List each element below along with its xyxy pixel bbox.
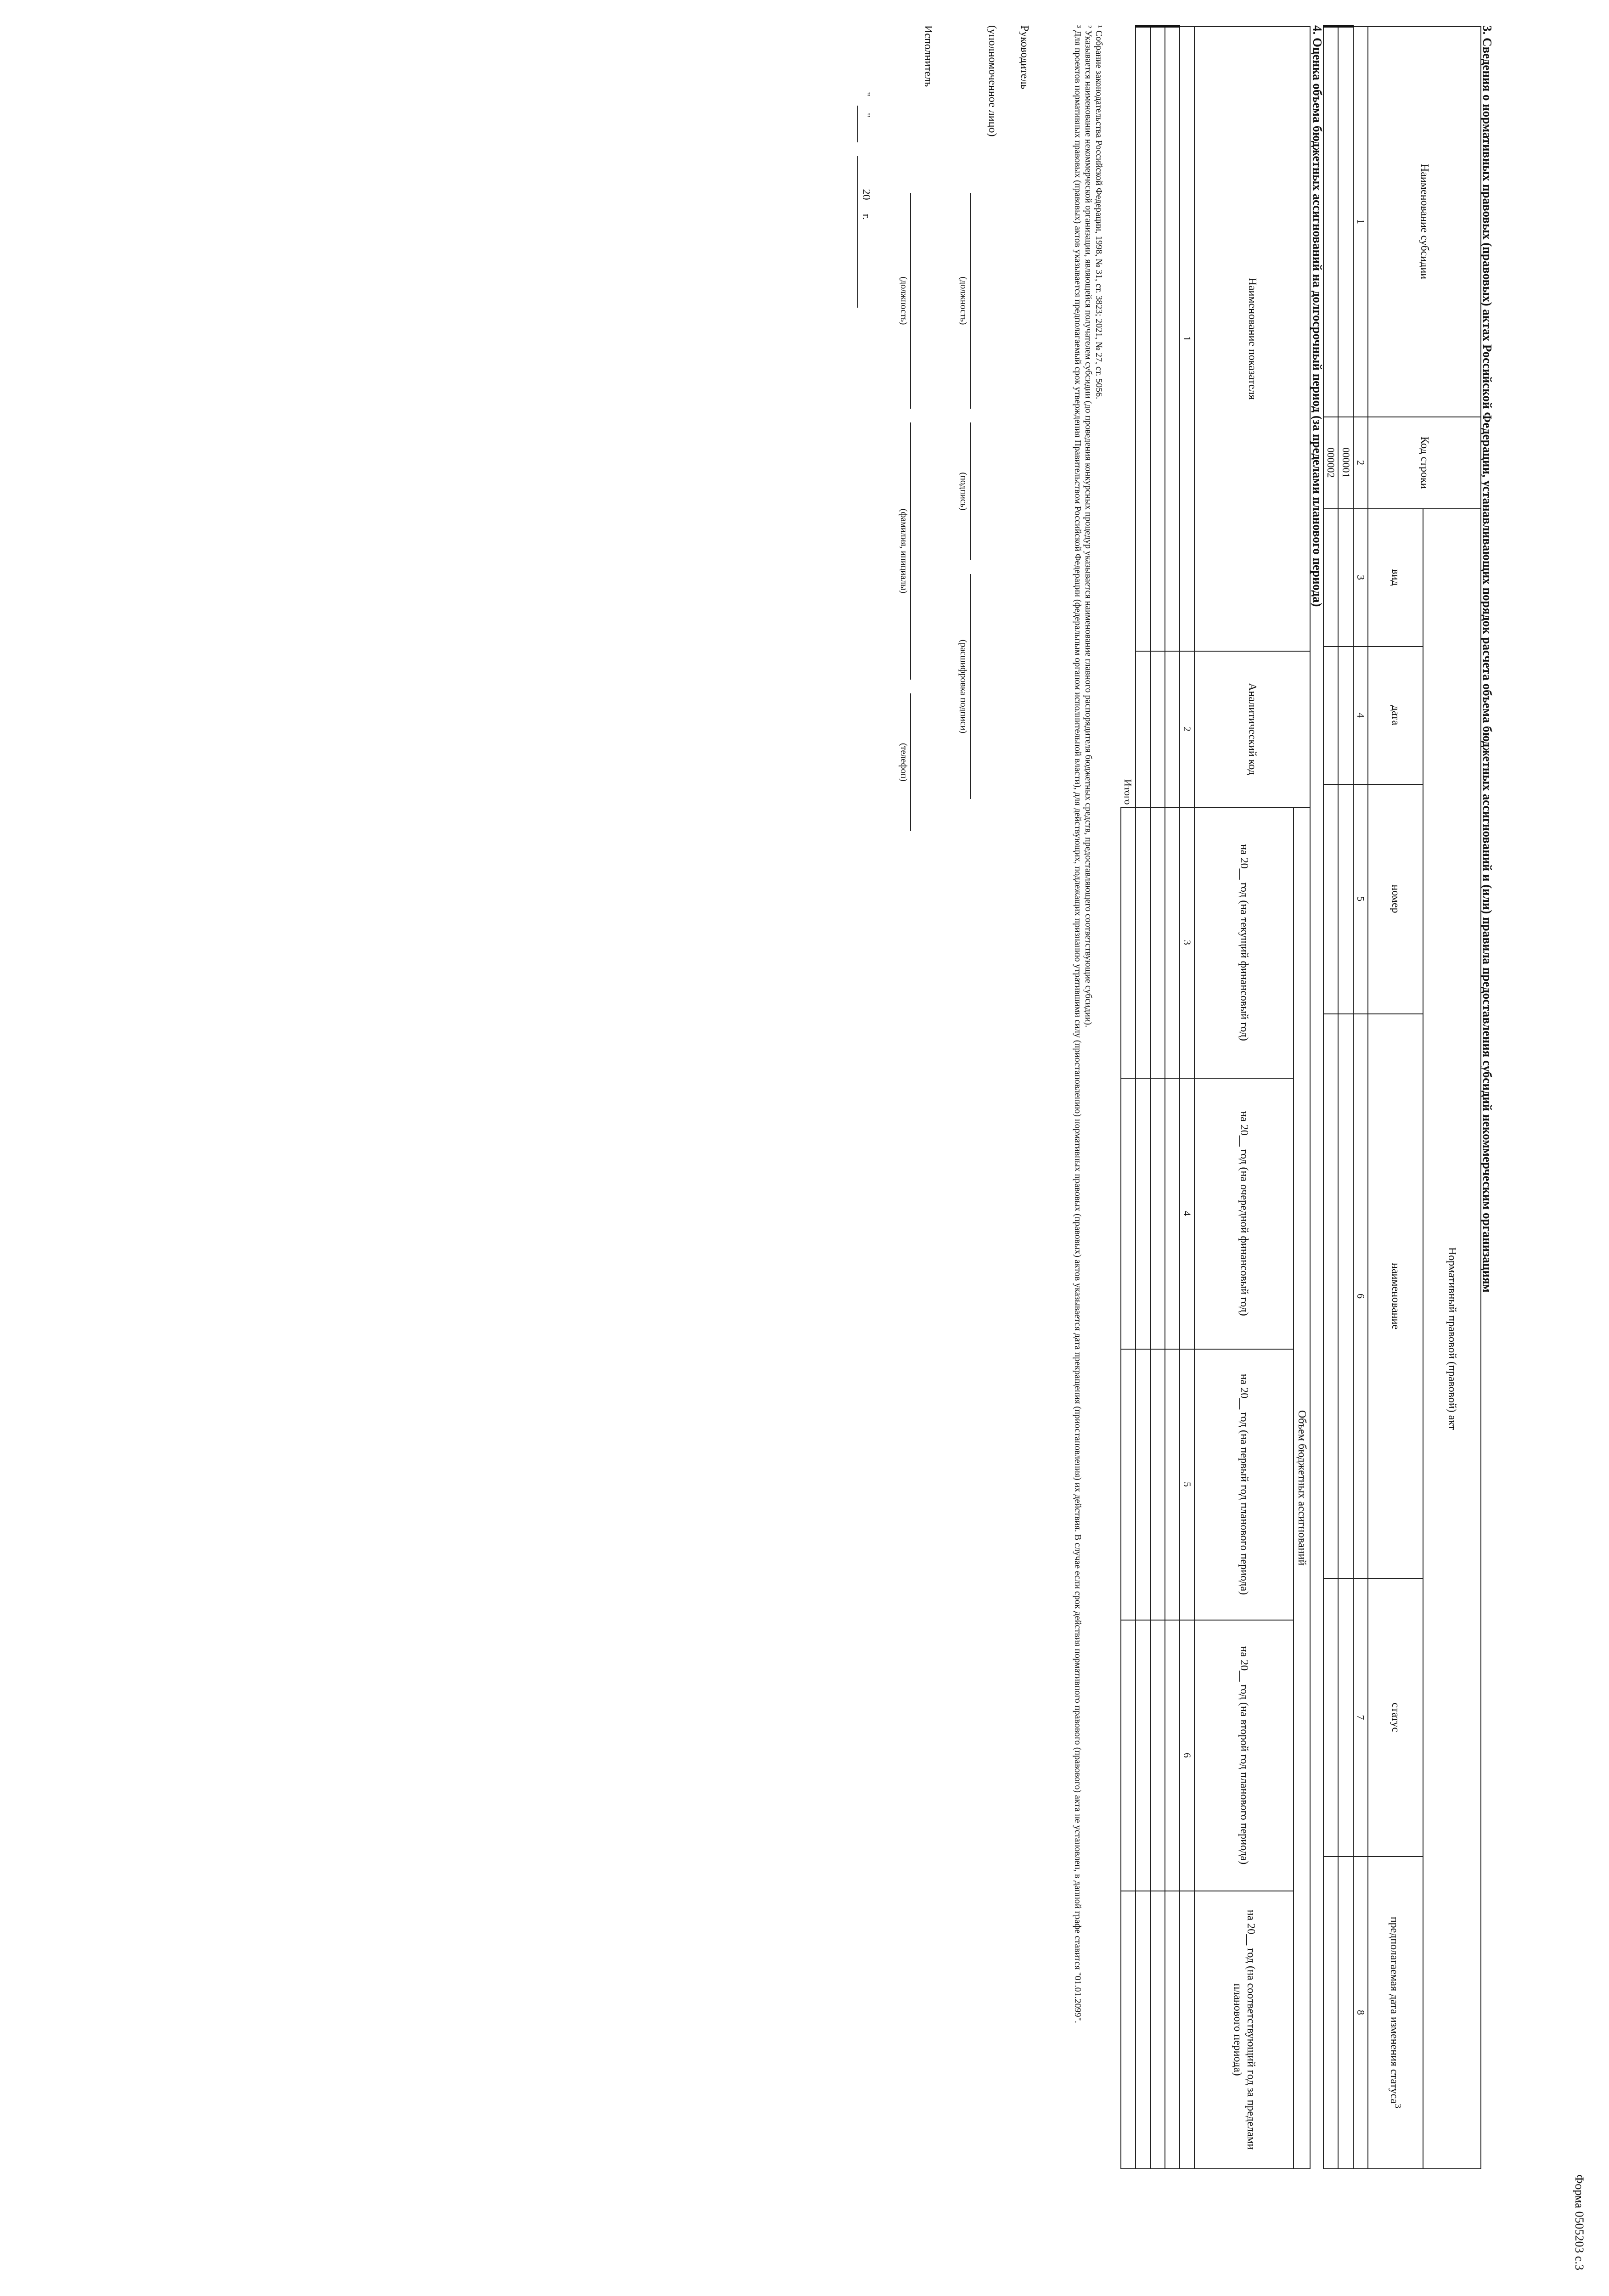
col-year-plan-1: на 20__ год (на первый год планового периода) bbox=[1194, 1349, 1294, 1620]
col-number-cell: 1 bbox=[1353, 27, 1368, 417]
col-number-cell: 8 bbox=[1353, 1857, 1368, 2169]
section4-table bbox=[1120, 25, 1311, 2169]
footnote-ref-3: 3 bbox=[1393, 2104, 1403, 2109]
col-number: номер bbox=[1368, 784, 1423, 1014]
number-cell[interactable] bbox=[1338, 784, 1353, 1014]
footnote-3: ³ Для проектов нормативных правовых (правовых) актов указывается предполагаемый срок утверждения Правительством Российской Федерации (федеральным органом исполнительной власти), для действующих, подлежащих признанию утратившими силу (приостановлению) нормативных правовых (правовых) актов указывается дата прекращения (приостановления) их действия. В случае если срок действия нормативного правового (правового) акта не установлен, в данной графе ставится "01.01.2099". bbox=[1073, 25, 1083, 2023]
col-year-plan-2: на 20__ год (на второй год планового периода) bbox=[1194, 1620, 1294, 1891]
number-cell[interactable] bbox=[1323, 784, 1338, 1014]
exec-label: Исполнитель bbox=[922, 25, 934, 87]
footnotes bbox=[1072, 25, 1104, 2046]
line-code-cell: 000002 bbox=[1323, 417, 1338, 509]
expected-date-cell[interactable] bbox=[1323, 1857, 1338, 2169]
type-cell[interactable] bbox=[1338, 509, 1353, 647]
footnote-2: ² Указывается наименование некоммерческой организации, являющейся получателем субсидии (до проведения конкурсных процедур указывается наименование главного распорядителя бюджетных средств, предоставляющего соответствующие субсидии). bbox=[1083, 25, 1093, 1028]
analytic-code-cell[interactable] bbox=[1165, 651, 1180, 807]
status-cell[interactable] bbox=[1338, 1579, 1353, 1857]
head-label: Руководитель bbox=[1018, 25, 1030, 90]
exec-name-caption: (фамилия, инициалы) bbox=[899, 508, 909, 594]
col-indicator: Наименование показателя bbox=[1194, 27, 1310, 651]
col-name: наименование bbox=[1368, 1014, 1423, 1579]
col-subsidy-name: Наименование субсидии bbox=[1368, 27, 1481, 417]
exec-name-line[interactable] bbox=[910, 422, 925, 680]
date-day-line[interactable] bbox=[857, 106, 858, 142]
value-cell[interactable] bbox=[1165, 1620, 1180, 1891]
date-cell[interactable] bbox=[1338, 647, 1353, 784]
value-cell[interactable] bbox=[1150, 1349, 1165, 1620]
col-number-cell: 2 bbox=[1353, 417, 1368, 509]
col-number-cell bbox=[1180, 1891, 1194, 2169]
total-cell[interactable] bbox=[1121, 1349, 1136, 1620]
head-position-caption: (должность) bbox=[958, 276, 968, 325]
col-year-current: на 20__ год (на текущий финансовый год) bbox=[1194, 807, 1294, 1078]
head-name-caption: (расшифровка подписи) bbox=[958, 639, 968, 734]
col-expected-date-text: предполагаемая дата изменения статуса bbox=[1388, 1916, 1401, 2104]
col-number-cell: 5 bbox=[1353, 784, 1368, 1014]
status-cell[interactable] bbox=[1323, 1579, 1338, 1857]
col-number-cell: 3 bbox=[1353, 509, 1368, 647]
form-code: Форма 0505203 с.3 bbox=[1573, 2174, 1586, 2271]
value-cell[interactable] bbox=[1136, 1891, 1150, 2169]
value-cell[interactable] bbox=[1165, 1349, 1180, 1620]
exec-phone-caption: (телефон) bbox=[899, 743, 909, 782]
value-cell[interactable] bbox=[1165, 807, 1180, 1078]
exec-position-caption: (должность) bbox=[899, 276, 909, 325]
date-cell[interactable] bbox=[1323, 647, 1338, 784]
col-number-cell: 6 bbox=[1180, 1620, 1194, 1891]
col-number-cell: 3 bbox=[1180, 807, 1194, 1078]
exec-position-line[interactable] bbox=[910, 193, 925, 409]
analytic-code-cell[interactable] bbox=[1150, 651, 1165, 807]
date-line: " " 20 г. bbox=[860, 92, 872, 220]
col-type: вид bbox=[1368, 509, 1423, 647]
value-cell[interactable] bbox=[1150, 807, 1165, 1078]
value-cell[interactable] bbox=[1165, 1078, 1180, 1349]
indicator-cell[interactable] bbox=[1136, 27, 1150, 651]
indicator-cell[interactable] bbox=[1165, 27, 1180, 651]
value-cell[interactable] bbox=[1136, 1078, 1150, 1349]
value-cell[interactable] bbox=[1136, 1620, 1150, 1891]
col-year-next: на 20__ год (на очередной финансовый год) bbox=[1194, 1078, 1294, 1349]
col-analytic-code: Аналитический код bbox=[1194, 651, 1310, 807]
col-number-cell: 4 bbox=[1353, 647, 1368, 784]
col-line-code: Код строки bbox=[1368, 417, 1481, 509]
footnote-1: ¹ Собрание законодательства Российской Федерации, 1998, № 31, ст. 3823; 2021, № 27, ст. 5056. bbox=[1094, 25, 1104, 400]
value-cell[interactable] bbox=[1165, 1891, 1180, 2169]
name-cell[interactable] bbox=[1323, 1014, 1338, 1579]
col-number-cell: 6 bbox=[1353, 1014, 1368, 1579]
group-volume: Объем бюджетных ассигнований bbox=[1294, 807, 1310, 2169]
date-month-line[interactable] bbox=[857, 156, 858, 308]
col-number-cell: 5 bbox=[1180, 1349, 1194, 1620]
total-cell[interactable] bbox=[1121, 1078, 1136, 1349]
value-cell[interactable] bbox=[1150, 1078, 1165, 1349]
col-expected-date bbox=[1368, 1857, 1423, 2169]
col-number-cell: 4 bbox=[1180, 1078, 1194, 1349]
subsidy-name-cell[interactable] bbox=[1323, 27, 1338, 417]
total-cell[interactable] bbox=[1121, 807, 1136, 1078]
exec-phone-line[interactable] bbox=[910, 693, 925, 831]
col-date: дата bbox=[1368, 647, 1423, 784]
head-signature-line[interactable] bbox=[970, 422, 985, 560]
expected-date-cell[interactable] bbox=[1338, 1857, 1353, 2169]
total-label: Итого bbox=[1121, 27, 1136, 807]
type-cell[interactable] bbox=[1323, 509, 1338, 647]
line-code-cell: 000001 bbox=[1338, 417, 1353, 509]
head-signature-caption: (подпись) bbox=[958, 472, 968, 511]
section4-title: 4. Оценка объема бюджетных ассигнований на долгосрочный период (за пределами планового периода) bbox=[1311, 25, 1324, 607]
value-cell[interactable] bbox=[1150, 1620, 1165, 1891]
section3-title: 3. Сведения о нормативных правовых (правовых) актах Российской Федерации, устанавливающих порядок расчета объема бюджетных ассигнований и (или) правила предоставления субсидий некоммерческим организациям bbox=[1480, 25, 1494, 1293]
subsidy-name-cell[interactable] bbox=[1338, 27, 1353, 417]
total-cell[interactable] bbox=[1121, 1620, 1136, 1891]
head-label-sub: (уполномоченное лицо) bbox=[986, 25, 998, 137]
value-cell[interactable] bbox=[1150, 1891, 1165, 2169]
head-position-line[interactable] bbox=[970, 193, 985, 409]
col-number-cell: 1 bbox=[1180, 27, 1194, 651]
col-number-cell: 7 bbox=[1353, 1579, 1368, 1857]
col-status: статус bbox=[1368, 1579, 1423, 1857]
name-cell[interactable] bbox=[1338, 1014, 1353, 1579]
col-number-cell: 2 bbox=[1180, 651, 1194, 807]
total-cell[interactable] bbox=[1121, 1891, 1136, 2169]
analytic-code-cell[interactable] bbox=[1136, 651, 1150, 807]
value-cell[interactable] bbox=[1136, 807, 1150, 1078]
group-npa: Нормативный правовой (правовой) акт bbox=[1423, 509, 1481, 2169]
section3-table bbox=[1323, 25, 1481, 2169]
indicator-cell[interactable] bbox=[1150, 27, 1165, 651]
head-name-line[interactable] bbox=[970, 574, 985, 799]
value-cell[interactable] bbox=[1136, 1349, 1150, 1620]
col-year-beyond: на 20__ год (на соответствующий год за пределами планового периода) bbox=[1194, 1891, 1294, 2169]
